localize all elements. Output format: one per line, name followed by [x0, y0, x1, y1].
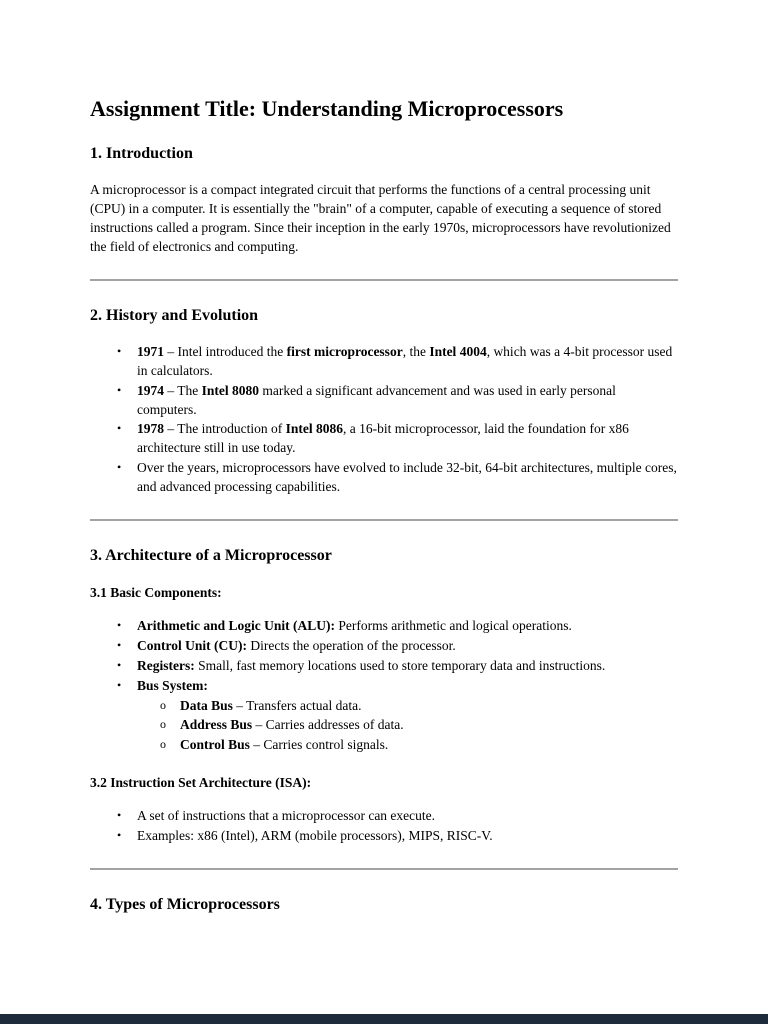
- heading-introduction: 1. Introduction: [90, 145, 193, 163]
- list-item: [90, 459, 678, 497]
- heading-architecture: 3. Architecture of a Microprocessor: [90, 546, 332, 564]
- document-title: Assignment Title: Understanding Microprocessors: [90, 96, 564, 121]
- history-list: [90, 343, 678, 497]
- bullet-icon: •: [117, 460, 122, 475]
- isa-list: [90, 807, 678, 846]
- bullet-icon: •: [117, 617, 122, 632]
- list-item: [90, 343, 678, 381]
- list-item-text: 1974 – The Intel 8080 marked a significant advancement and was used in early personal computers.: [137, 382, 616, 417]
- sub-list-item: [90, 697, 678, 716]
- list-item: [90, 637, 678, 656]
- list-item-text: Control Bus – Carries control signals.: [180, 737, 389, 753]
- list-item-text: Arithmetic and Logic Unit (ALU): Performs arithmetic and logical operations.: [137, 617, 572, 633]
- horizontal-rule: [90, 279, 678, 281]
- list-item-text: Control Unit (CU): Directs the operation of the processor.: [137, 637, 456, 653]
- heading-types: 4. Types of Microprocessors: [90, 896, 280, 913]
- bullet-icon: •: [117, 828, 122, 843]
- list-item-text: Data Bus – Transfers actual data.: [180, 697, 362, 713]
- sub-list-item: [90, 736, 678, 755]
- bullet-icon: •: [117, 421, 122, 436]
- list-item-text: Over the years, microprocessors have evolved to include 32-bit, 64-bit architectures, multiple cores, and advanced processing capabilities.: [137, 460, 677, 495]
- list-item-text: Bus System:: [137, 677, 208, 693]
- section-architecture: [90, 547, 678, 846]
- horizontal-rule: [90, 519, 678, 521]
- list-item: [90, 617, 678, 636]
- list-item: [90, 677, 678, 696]
- heading-history: 2. History and Evolution: [90, 306, 259, 324]
- bullet-icon: •: [117, 657, 122, 672]
- list-item-text: A set of instructions that a microprocessor can execute.: [137, 808, 436, 824]
- bullet-icon: •: [117, 677, 122, 692]
- bullet-icon: •: [117, 808, 122, 823]
- list-item: [90, 657, 678, 676]
- list-item-text: Address Bus – Carries addresses of data.: [180, 717, 404, 733]
- bullet-icon: •: [117, 343, 122, 358]
- list-item: [90, 807, 678, 826]
- list-item-text: 1978 – The introduction of Intel 8086, a 16-bit microprocessor, laid the foundation for x86 architecture still in use today.: [137, 421, 629, 456]
- list-item: [90, 827, 678, 846]
- sub-bullet-icon: o: [160, 737, 166, 752]
- introduction-paragraph: A microprocessor is a compact integrated circuit that performs the functions of a central processing unit (CPU) in a computer. It is essentially the "brain" of a computer, capable of executing a sequence of stored instructions called a program. Since their inception in the early 1970s, microprocessors have revolutionized the field of electronics and computing.: [90, 182, 671, 254]
- subheading-basic-components: 3.1 Basic Components:: [90, 584, 222, 600]
- list-item-text: Registers: Small, fast memory locations used to store temporary data and instructions.: [137, 657, 606, 673]
- bullet-icon: •: [117, 637, 122, 652]
- sub-list-item: [90, 716, 678, 735]
- list-item-text: Examples: x86 (Intel), ARM (mobile processors), MIPS, RISC-V.: [137, 828, 493, 844]
- list-item-text: 1971 – Intel introduced the first microprocessor, the Intel 4004, which was a 4-bit processor used in calculators.: [137, 343, 673, 378]
- sub-bullet-icon: o: [160, 717, 166, 732]
- sub-bullet-icon: o: [160, 697, 166, 712]
- list-item: [90, 420, 678, 458]
- viewer-bottom-bar: [0, 1014, 768, 1024]
- horizontal-rule: [90, 868, 678, 870]
- list-item: [90, 382, 678, 420]
- section-introduction: [90, 145, 678, 257]
- section-history: [90, 307, 678, 497]
- components-list: [90, 617, 678, 755]
- bullet-icon: •: [117, 382, 122, 397]
- subheading-isa: 3.2 Instruction Set Architecture (ISA):: [90, 775, 312, 791]
- section-types: [90, 896, 678, 914]
